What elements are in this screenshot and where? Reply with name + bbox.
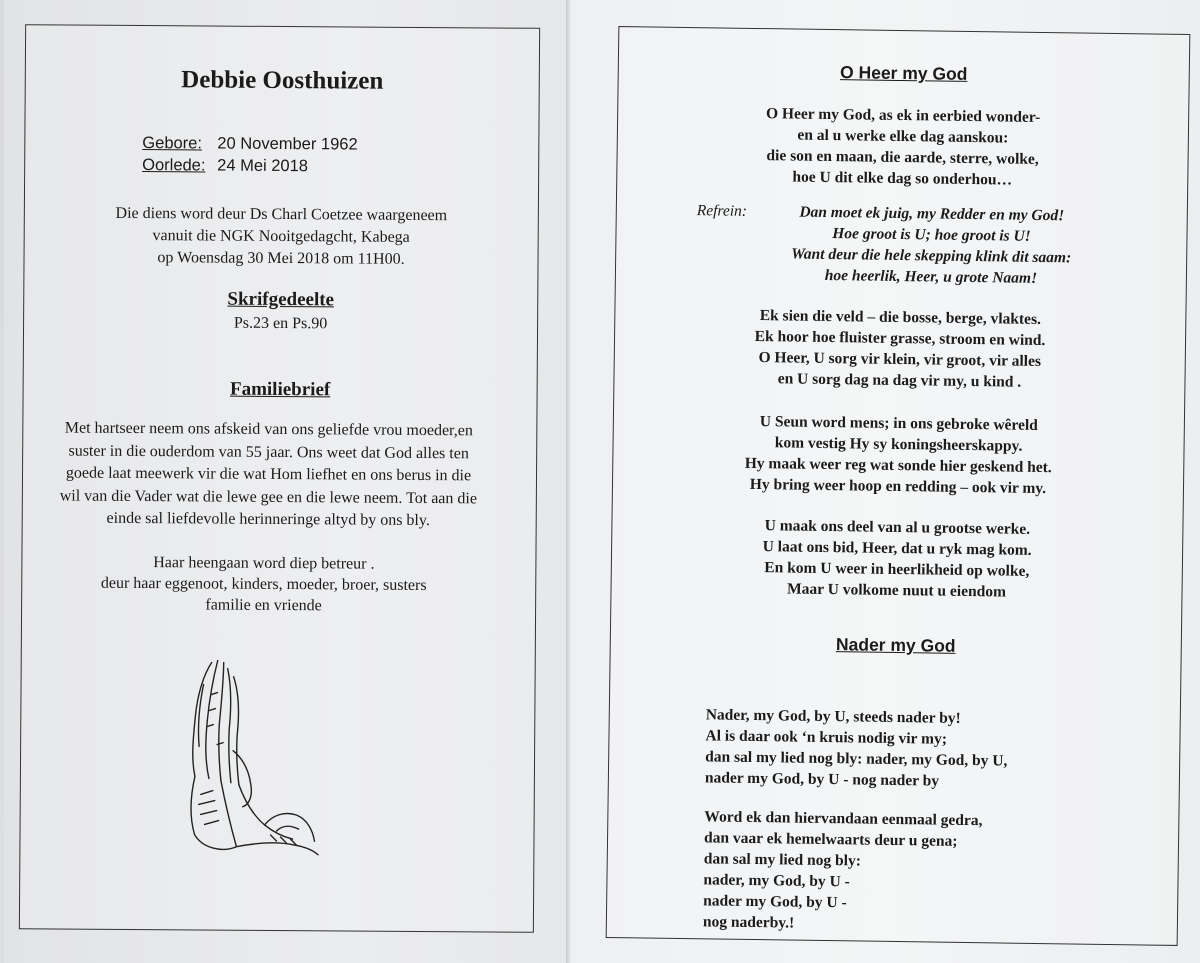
born-label: Gebore:: [142, 134, 203, 153]
verse-line: U maak ons deel van al u grootse werke.: [764, 517, 1031, 538]
left-page: [19, 24, 540, 933]
verse-line: En kom U weer in heerlikheid op wolke,: [764, 559, 1030, 580]
verse-line: O Heer, U sorg vir klein, vir groot, vir alles: [758, 349, 1042, 370]
hymn2-verse-2: [703, 806, 1125, 938]
hymn1-verse-4: [611, 513, 1182, 605]
scripture-heading: Skrifgedeelte: [227, 288, 335, 311]
verse-line: O Heer my God, as ek in eerbied wonder-: [765, 105, 1041, 126]
verse-line: U laat ons bid, Heer, dat u ryk mag kom.: [762, 538, 1032, 559]
verse-line: Ek hoor hoe fluister grasse, stroom en wind.: [754, 327, 1046, 350]
hymn1-verse-2: [614, 303, 1185, 395]
service-line: vanuit die NGK Nooitgedagcht, Kabega: [152, 227, 410, 246]
scripture-text: Ps.23 en Ps.90: [233, 314, 328, 333]
service-line: op Woensdag 30 Mei 2018 om 11H00.: [157, 249, 405, 268]
service-line: Die diens word deur Ds Charl Coetzee waargeneem: [115, 204, 448, 225]
refrain-line: Want deur die hele skepping klink dit saam:: [791, 245, 1072, 267]
hymn1-verse-3: [613, 409, 1184, 501]
verse-line: Al is daar ook ‘n kruis nodig vir my;: [705, 727, 948, 748]
refrain-lines: [696, 200, 1167, 291]
letter-line: goede laat meewerk vir die wat Hom liefhet en ons berus in die: [65, 464, 472, 485]
verse-line: nog naderby.!: [702, 913, 795, 932]
verse-line: en U sorg dag na dag vir my, u kind .: [777, 370, 1022, 391]
mourners-note: [22, 551, 505, 617]
deceased-name: Debbie Oosthuizen: [181, 66, 384, 95]
praying-hands-icon: [172, 654, 323, 855]
died-date: 24 Mei 2018: [217, 156, 309, 176]
verse-line: dan sal my lied nog bly: nader, my God, by U,: [705, 748, 1008, 770]
letter-line: suster in die ouderdom van 55 jaar. Ons weet dat God alles ten: [68, 442, 469, 462]
refrain: [696, 200, 1167, 287]
service-details: [24, 202, 537, 272]
born-date: 20 November 1962: [217, 134, 358, 154]
booklet-fold: [566, 0, 572, 963]
mourn-line: deur haar eggenoot, kinders, moeder, broer, susters: [100, 574, 427, 595]
verse-line: Maar U volkome nuut u eiendom: [786, 580, 1007, 601]
verse-line: Hy maak weer reg wat sonde hier geskend het.: [744, 454, 1052, 477]
verse-line: U Seun word mens; in ons gebroke wêreld: [759, 413, 1038, 434]
letter-heading: Familiebrief: [229, 378, 331, 401]
life-dates: [142, 132, 358, 178]
hymn1-verse-1: [617, 101, 1188, 193]
refrain-line: Dan moet ek juig, my Redder en my God!: [799, 203, 1065, 225]
verse-line: nader my God, by U - nog nader by: [704, 769, 940, 790]
hymn-title-nader-my-god: Nader my God: [835, 634, 956, 656]
verse-line: Word ek dan hiervandaan eenmaal gedra,: [704, 808, 983, 830]
refrain-label: Refrein:: [696, 202, 748, 220]
verse-line: Hy bring weer hoop en redding – ook vir my.: [749, 475, 1047, 498]
verse-line: nader, my God, by U -: [703, 871, 850, 891]
verse-line: dan vaar ek hemelwaarts deur u gena;: [703, 829, 958, 850]
verse-line: die son en maan, die aarde, sterre, wolke,: [766, 147, 1039, 168]
right-page: [606, 26, 1191, 946]
hymn2-verse-1: [705, 704, 1126, 794]
letter-line: Met hartseer neem ons afskeid van ons geliefde vrou moeder,en: [64, 419, 473, 440]
died-label: Oorlede:: [142, 156, 206, 175]
refrain-line: hoe heerlik, Heer, u grote Naam!: [824, 266, 1038, 287]
refrain-line: Hoe groot is U; hoe groot is U!: [832, 225, 1031, 245]
verse-line: dan sal my lied nog bly:: [703, 850, 862, 870]
mourn-line: familie en vriende: [205, 596, 322, 615]
verse-line: Nader, my God, by U, steeds nader by!: [705, 706, 961, 727]
family-letter: [31, 417, 507, 533]
hymn-title-o-heer-my-god: O Heer my God: [839, 62, 968, 84]
letter-line: wil van die Vader wat die lewe gee en die lewe neem. Tot aan die: [59, 486, 478, 507]
verse-line: Ek sien die veld – die bosse, berge, vlaktes.: [759, 307, 1042, 328]
letter-line: einde sal liefdevolle herinneringe altyd by ons bly.: [106, 509, 430, 530]
died-row: [142, 154, 357, 178]
born-row: [142, 132, 357, 156]
mourn-line: Haar heengaan word diep betreur .: [153, 554, 375, 573]
verse-line: kom vestig Hy sy koningsheerskappy.: [774, 434, 1023, 455]
verse-line: nader my God, by U -: [703, 892, 847, 912]
verse-line: hoe U dit elke dag so onderhou…: [792, 168, 1013, 189]
verse-line: en al u werke elke dag aanskou:: [797, 126, 1009, 147]
